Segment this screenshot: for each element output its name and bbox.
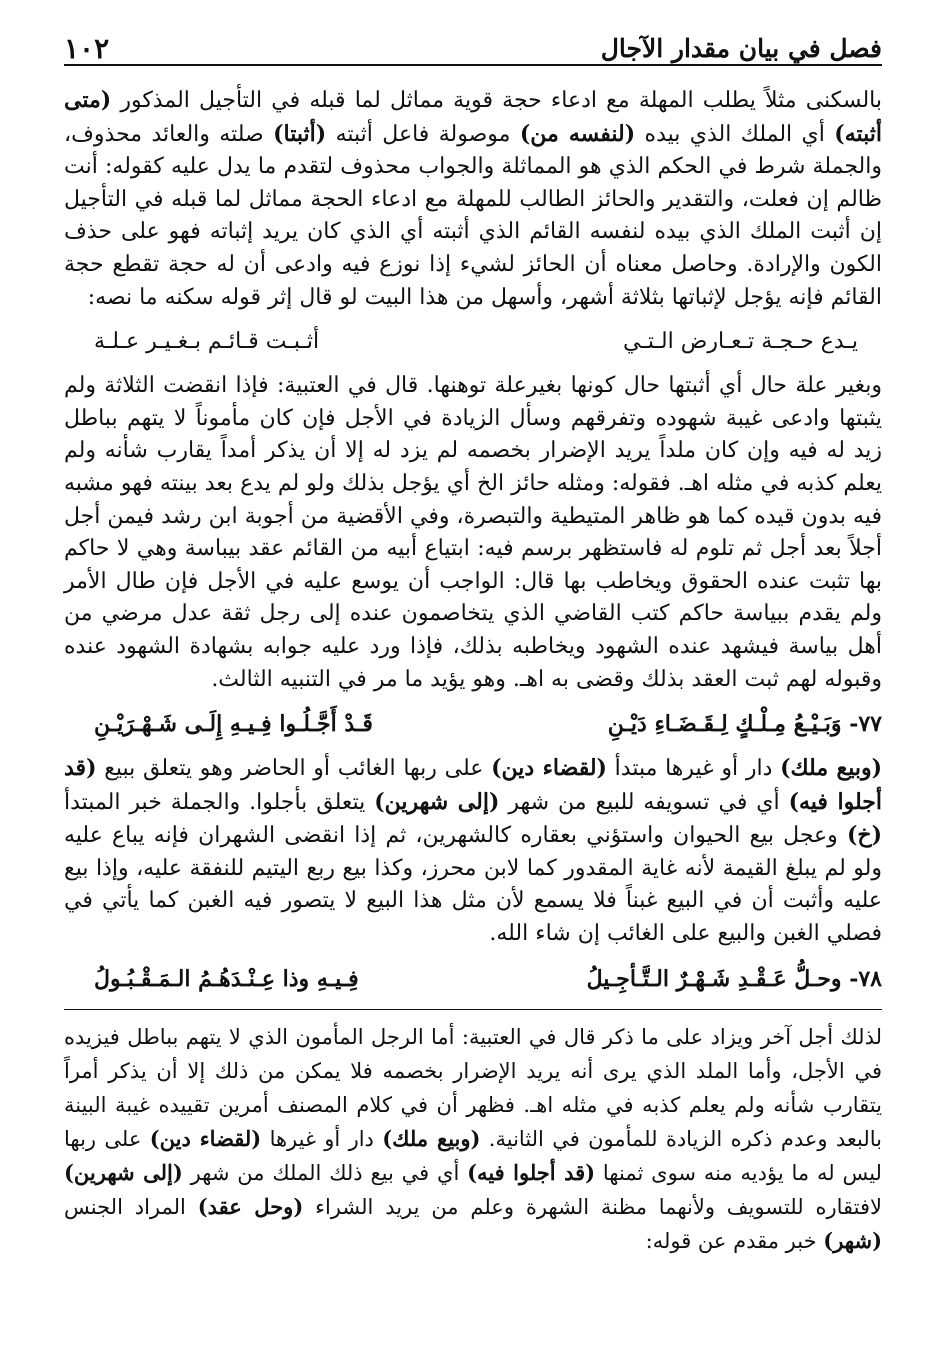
verse-hemistich-1: يـدع حـجـة تـعـارض الـتـي [623, 329, 858, 355]
text-run: على ربها ليس له ما يؤديه منه سوى ثمنها [64, 1126, 882, 1185]
bold-term: (متى أثبته) [64, 87, 883, 147]
text-run: دار أو غيرها [261, 1126, 383, 1151]
verse-78-hemistich-2: فِـيـهِ وذا عِـنْـدَهُـمُ الـمَـقْـبُـولُ [94, 965, 359, 992]
bold-term: (وبيع ملك) [382, 1125, 481, 1151]
text-run: خبر مقدم عن قوله: [645, 1228, 824, 1253]
footnote-paragraph [64, 1020, 882, 1258]
bold-term: (وحل عقد) [197, 1193, 304, 1219]
page-header [64, 24, 882, 66]
verse-line [64, 322, 882, 362]
paragraph-2 [64, 370, 882, 696]
text-run: دار أو غيرها مبتدأ [606, 756, 781, 782]
bold-term: (قد أجلوا فيه) [64, 755, 883, 815]
main-text [64, 84, 882, 999]
verse-hemistich-2: أثـبـت قـائـم بـغـيـر عـلـة [94, 329, 320, 355]
verse-77-hemistich-1: ٧٧- وَبَـيْـعُ مِـلْـكٍ لِـقَـضَـاءِ دَيْـنِ [607, 711, 882, 738]
text-run: لافتقاره للتسويف ولأنهما مظنة الشهرة وعلم من يريد الشراء [303, 1194, 882, 1219]
text-run: وبغير علة حال أي أثبتها حال كونها بغيرعلة توهنها. قال في العتبية: فإذا انقضت الثلاثة ولم يثبتها وادعى غيبة شهوده وتفرقهم وسأل الزيادة في الأجل فإن كان مأموناً لا يتهم بباطل زيد له فيه وإن كان ملداً يريد الإضرار بخصمه لم يزد له إلا أن يذكر أمداً يقارب شأنه ولم يعلم كذبه في مثله اهـ. فقوله: ومثله حائز الخ أي يؤجل بذلك ولو لم يدع بعد بينته فهو مشبه فيه بدون قيده كما هو ظاهر المتيطية والتبصرة، وفي الأقضية من أجوبة ابن رشد فيمن أجل أجلاً بعد أجل ثم تلوم له فاستظهر برسم فيه: ابتياع أبيه من القائم عقد بيباسة وهي لا حاكم بها تثبت عنده الحقوق ويخاطب بها قال: الواجب أن يوسع عليه في الأجل فإن طال الأمر ولم يقدم ببياسة حاكم كتب القاضي الذي يتخاصمون عنده إلى رجل ثقة عدل مرضي من أهل بياسة فيشهد عنده الشهود ويخاطبه بذلك، فإذا ورد عليه جوابه بشهادة الشهود عنده وقبوله لهم ثبت العقد بذلك وقضى به اهـ. وهو يؤيد ما مر في التنبيه الثالث. [64, 373, 883, 692]
text-run: وعجل بيع الحيوان واستؤني بعقاره كالشهرين، ثم إذا انقضى الشهران فإنه يباع عليه ولو لم يبلغ القيمة لأنه غاية المقدور كما لابن محرز، وكذا بيع ربع اليتيم للنفقة عليه، وإذا بيع عليه وأثبت أن في البيع غبناً فلا يسمع لأن مثل هذا البيع لا يتصور فيه الغبن كما يأتي في فصلي الغبن والبيع على الغائب إن شاء الله. [64, 823, 882, 947]
paragraph-3 [64, 752, 882, 951]
verse-78-hemistich-1: ٧٨- وحـلُّ عَـقْـدِ شَـهْـرٌ الـتَّـأجِـيلُ [586, 965, 882, 992]
text-run: أي في تسويفه للبيع من شهر [499, 789, 789, 815]
bold-term: (خ) [846, 822, 882, 849]
bold-term: (لقضاء دين) [149, 1125, 262, 1151]
page-number: ١٠٢ [64, 32, 110, 65]
text-run: بالسكنى مثلاً يطلب المهلة مع ادعاء حجة قوية مماثل لما قبله في التأجيل المذكور [111, 88, 882, 113]
bold-term: (أثبتا) [273, 120, 327, 147]
footnote-divider [64, 1009, 882, 1010]
bold-term: (لنفسه من) [519, 120, 636, 147]
bold-term: (شهر) [823, 1227, 882, 1253]
bold-term: (إلى شهرين) [374, 788, 500, 815]
verse-78 [64, 959, 882, 999]
text-run: أي في بيع ذلك الملك من شهر [182, 1160, 468, 1185]
bold-term: (وبيع ملك) [780, 755, 882, 782]
paragraph-1 [64, 84, 882, 314]
text-run: المراد الجنس [64, 1194, 198, 1219]
bold-term: (إلى شهرين) [64, 1159, 183, 1185]
text-run: لذلك أجل آخر ويزاد على ما ذكر قال في العتبية: أما الرجل المأمون الذي لا يتهم بباطل فيزيده في الأجل، وأما الملد الذي يرى أنه يريد الإضرار بخصمه فلا يمكن من ذلك إلا أن يذكر أمراً يتقارب شأنه ولم يعلم كذبه في مثله اهـ. فظهر أن في كلام المصنف أمرين تقييده غيبة البينة بالبعد وعدم ذكره الزيادة للمأمون في الثانية. [64, 1024, 882, 1151]
text-run: أي الملك الذي بيده [635, 121, 835, 147]
running-title: فصل في بيان مقدار الآجال [600, 34, 882, 63]
bold-term: (قد أجلوا فيه) [467, 1159, 596, 1185]
verse-77-hemistich-2: قَـدْ أَجَّـلُـوا فِـيـهِ إِلَـى شَـهْـرَيْـنِ [94, 711, 373, 738]
text-run: على ربها الغائب أو الحاضر وهو يتعلق ببيع [96, 756, 492, 782]
text-run: صلته والعائد محذوف، والجملة شرط في الحكم الذي هو المماثلة والجواب محذوف لتقدم ما يدل عليه كقوله: أنت ظالم إن فعلت، والتقدير والحائز الطالب للمهلة مع ادعاء الحجة مماثل لما قبله في التأجيل إن أثبت الملك الذي بيده لنفسه القائم الذي أثبته أي الذي كان يريد إثباته فهو على حذف الكون والإرادة. وحاصل معناه أن الحائز لشيء إذا نوزع فيه وادعى أن له حجة تقطع حجة القائم فإنه يؤجل لإثباتها بثلاثة أشهر، وأسهل من هذا البيت لو قال إثر قوله سكنه ما نصه: [64, 121, 882, 310]
text-run: يتعلق بأجلوا. والجملة خبر المبتدأ [64, 789, 375, 815]
footnote [64, 1020, 882, 1258]
text-run: موصولة فاعل أثبته [326, 121, 520, 147]
verse-77 [64, 704, 882, 744]
bold-term: (لقضاء دين) [491, 755, 607, 782]
